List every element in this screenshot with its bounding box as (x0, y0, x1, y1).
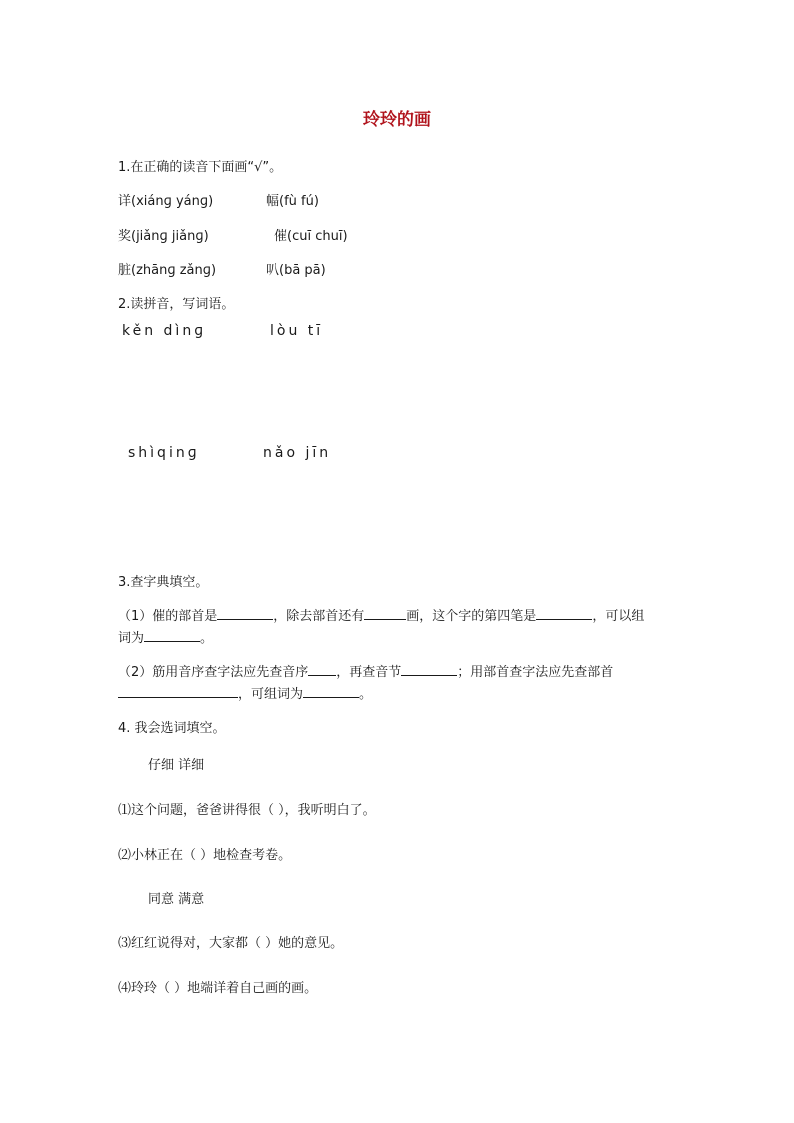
q1-row3-left: 脏(zhānɡ zǎnɡ) (118, 263, 217, 278)
q1-row2-left: 奖(jiǎnɡ jiǎnɡ) (118, 229, 209, 244)
blank-syllable[interactable] (401, 663, 457, 676)
q3-item2-text-5: 。 (359, 687, 373, 702)
q3-item1-text-1: （1）催的部首是 (118, 609, 218, 624)
pinyin-ken-ding: kěn dìnɡ (122, 323, 207, 339)
q1-row2-right: 催(cuī chuī) (274, 229, 348, 244)
pinyin-nao-jin: nǎo jīn (263, 445, 332, 461)
q3-item1-text-2: ，除去部首还有 (273, 609, 365, 624)
q3-item1-text-6: 。 (200, 631, 214, 646)
q1-row1-left: 详(xiánɡ yánɡ) (118, 194, 214, 209)
blank-initial[interactable] (308, 663, 336, 676)
blank-word-2[interactable] (303, 685, 359, 698)
q4-sentence-4: ⑷玲玲（ ）地端详着自己画的画。 (118, 981, 318, 996)
blank-word-1[interactable] (144, 629, 200, 642)
pinyin-shi-qing: shìqinɡ (128, 445, 200, 461)
q3-item1-text-3: 画，这个字的第四笔是 (406, 609, 537, 624)
blank-stroke-count[interactable] (364, 607, 406, 620)
blank-radical-2[interactable] (118, 685, 238, 698)
word-choices-2: 同意 满意 (148, 892, 205, 907)
q4-sentence-3: ⑶红红说得对，大家都（ ）她的意见。 (118, 936, 344, 951)
word-choices-1: 仔细 详细 (148, 758, 205, 773)
pinyin-lou-ti: lòu tī (270, 323, 324, 339)
q3-item2-line1 (118, 661, 613, 680)
q1-row3-right: 叭(bā pā) (266, 263, 326, 278)
q3-item2-text-3: ；用部首查字法应先查部首 (457, 665, 614, 680)
blank-radical[interactable] (217, 607, 273, 620)
question-4-heading: 4. 我会选词填空。 (118, 721, 226, 736)
q3-item2-text-2: ，再查音节 (336, 665, 402, 680)
question-2-heading: 2.读拼音，写词语。 (118, 297, 235, 312)
q3-item2-text-4: ，可组词为 (238, 687, 304, 702)
q3-item1-text-5: 词为 (118, 631, 145, 646)
q4-sentence-1: ⑴这个问题，爸爸讲得很（ ），我听明白了。 (118, 803, 376, 818)
blank-fourth-stroke[interactable] (536, 607, 592, 620)
q3-item1-line1 (118, 605, 644, 624)
q3-item1-line2 (118, 627, 213, 646)
q3-item2-text-1: （2）筋用音序查字法应先查音序 (118, 665, 309, 680)
page-title: 玲玲的画 (363, 110, 431, 130)
q3-item2-line2 (118, 683, 372, 702)
q1-row1-right: 幅(fù fú) (266, 194, 319, 209)
q3-item1-text-4: ，可以组 (592, 609, 645, 624)
question-1-heading: 1.在正确的读音下面画“√”。 (118, 160, 283, 175)
question-3-heading: 3.查字典填空。 (118, 575, 209, 590)
q4-sentence-2: ⑵小林正在（ ）地检查考卷。 (118, 848, 292, 863)
